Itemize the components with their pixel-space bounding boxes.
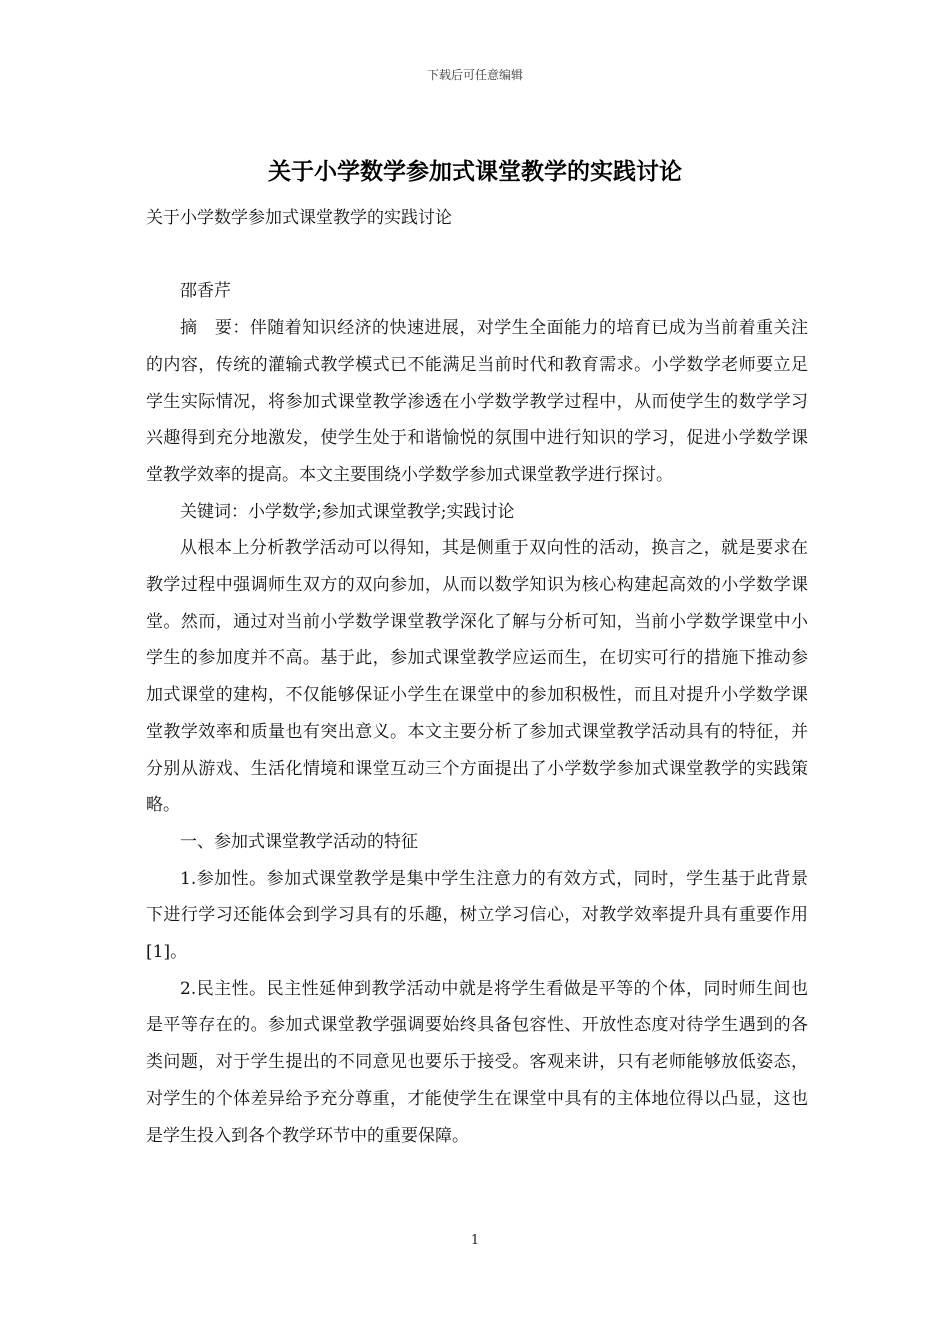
intro-paragraph: 从根本上分析教学活动可以得知，其是侧重于双向性的活动，换言之，就是要求在教学过程中强调师生双方的双向参加，从而以数学知识为核心构建起高效的小学数学课堂。然而，通过对当前小学数学课堂教学深化了解与分析可知，当前小学数学课堂中小学生的参加度并不高。基于此，参加式课堂教学应运而生，在切实可行的措施下推动参加式课堂的建构，不仅能够保证小学生在课堂中的参加积极性，而且对提升小学数学课堂教学效率和质量也有突出意义。本文主要分析了参加式课堂教学活动具有的特征，并分别从游戏、生活化情境和课堂互动三个方面提出了小学数学参加式课堂教学的实践策略。 <box>146 538 808 816</box>
document-title: 关于小学数学参加式课堂教学的实践讨论 <box>268 158 682 185</box>
point-1-paragraph: 1.参加性。参加式课堂教学是集中学生注意力的有效方式，同时，学生基于此背景下进行学习还能体会到学习具有的乐趣，树立学习信心，对教学效率提升具有重要作用[1]。 <box>146 868 808 963</box>
document-body <box>146 200 808 1154</box>
point-2-paragraph: 2.民主性。民主性延伸到教学活动中就是将学生看做是平等的个体，同时师生间也是平等存在的。参加式课堂教学强调要始终具备包容性、开放性态度对待学生遇到的各类问题，对于学生提出的不同意见也要乐于接受。客观来讲，只有老师能够放低姿态，对学生的个体差异给予充分尊重，才能使学生在课堂中具有的主体地位得以凸显，这也是学生投入到各个教学环节中的重要保障。 <box>146 978 808 1146</box>
keywords-line: 关键词：小学数学;参加式课堂教学;实践讨论 <box>180 501 515 522</box>
page-number: 1 <box>470 1233 480 1248</box>
header-note: 下载后可任意编辑 <box>426 68 523 82</box>
document-subtitle: 关于小学数学参加式课堂教学的实践讨论 <box>146 208 452 228</box>
author-name: 邵香芹 <box>180 281 231 302</box>
abstract-paragraph: 摘 要：伴随着知识经济的快速进展，对学生全面能力的培育已成为当前着重关注的内容，传统的灌输式教学模式已不能满足当前时代和教育需求。小学数学老师要立足学生实际情况，将参加式课堂教学渗透在小学数学教学过程中，从而使学生的数学学习兴趣得到充分地激发，使学生处于和谐愉悦的氛围中进行知识的学习，促进小学数学课堂教学效率的提高。本文主要围绕小学数学参加式课堂教学进行探讨。 <box>146 318 808 485</box>
section-heading: 一、参加式课堂教学活动的特征 <box>180 831 418 852</box>
